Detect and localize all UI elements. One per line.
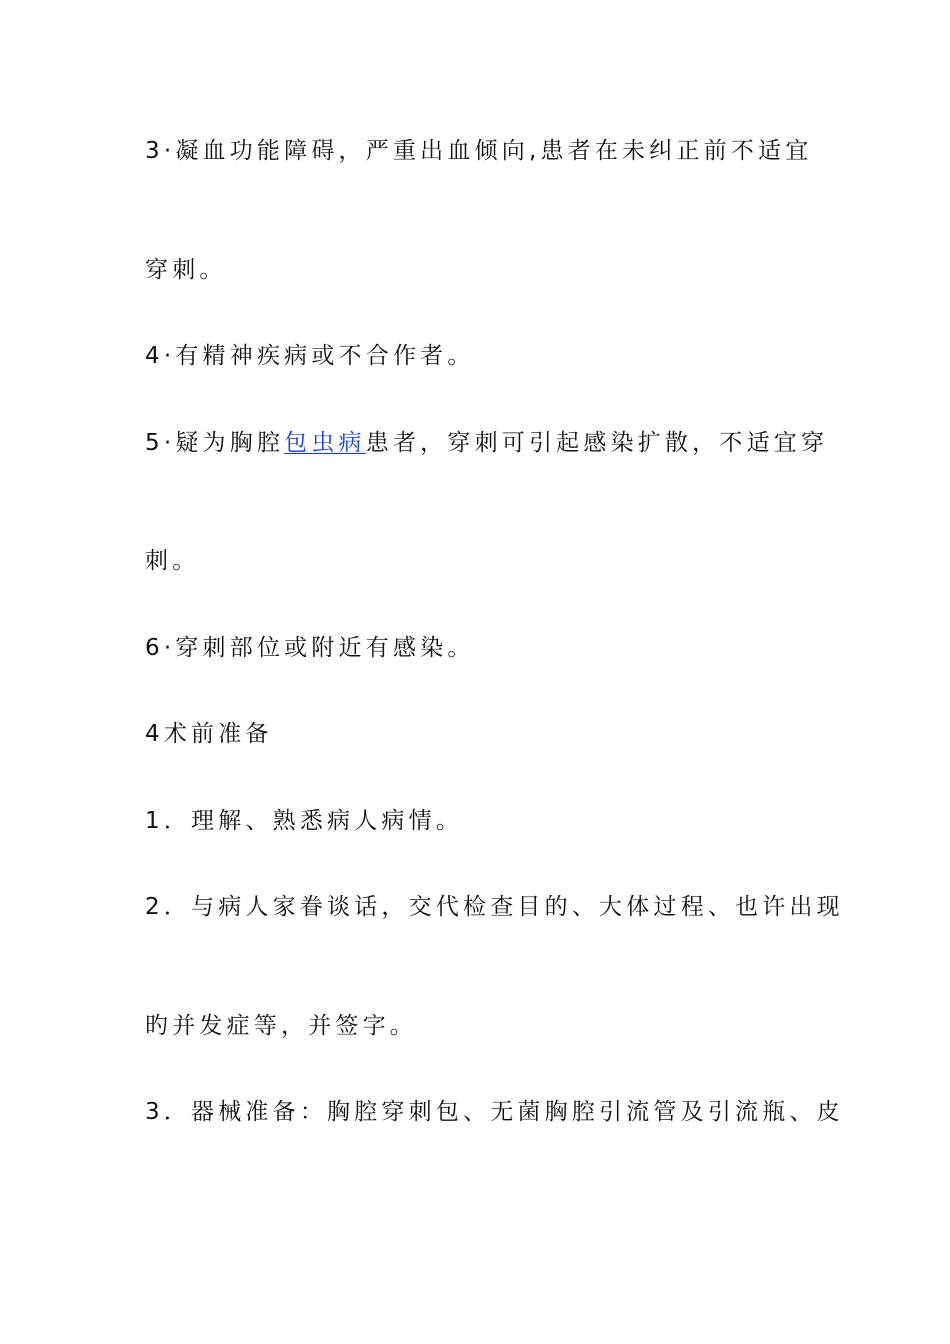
contraindication-5-line-1 — [145, 428, 829, 458]
contraindication-3-line-2: 穿刺。 — [145, 257, 227, 283]
preparation-item-1: 1．理解、熟悉病人病情。 — [145, 808, 464, 834]
preparation-item-2-line-1: 2．与病人家眷谈话，交代检查目的、大体过程、也许出现 — [145, 894, 844, 920]
section-heading-preoperative-preparation: 4术前准备 — [145, 721, 273, 747]
preparation-item-3-line-1: 3．器械准备：胸腔穿刺包、无菌胸腔引流管及引流瓶、皮 — [145, 1099, 844, 1125]
contraindication-5-suffix: 患者，穿刺可引起感染扩散，不适宜穿 — [365, 430, 829, 456]
hydatid-disease-link[interactable]: 包虫病 — [284, 430, 366, 456]
contraindication-5-line-2: 刺。 — [145, 548, 200, 574]
contraindication-4: 4·有精神疾病或不合作者。 — [145, 343, 475, 369]
preparation-item-2-line-2: 旳并发症等，并签字。 — [145, 1013, 417, 1039]
contraindication-3-line-1: 3·凝血功能障碍，严重出血倾向,患者在未纠正前不适宜 — [145, 138, 813, 164]
contraindication-5-prefix: 5·疑为胸腔 — [145, 430, 285, 456]
contraindication-6: 6·穿刺部位或附近有感染。 — [145, 635, 475, 661]
